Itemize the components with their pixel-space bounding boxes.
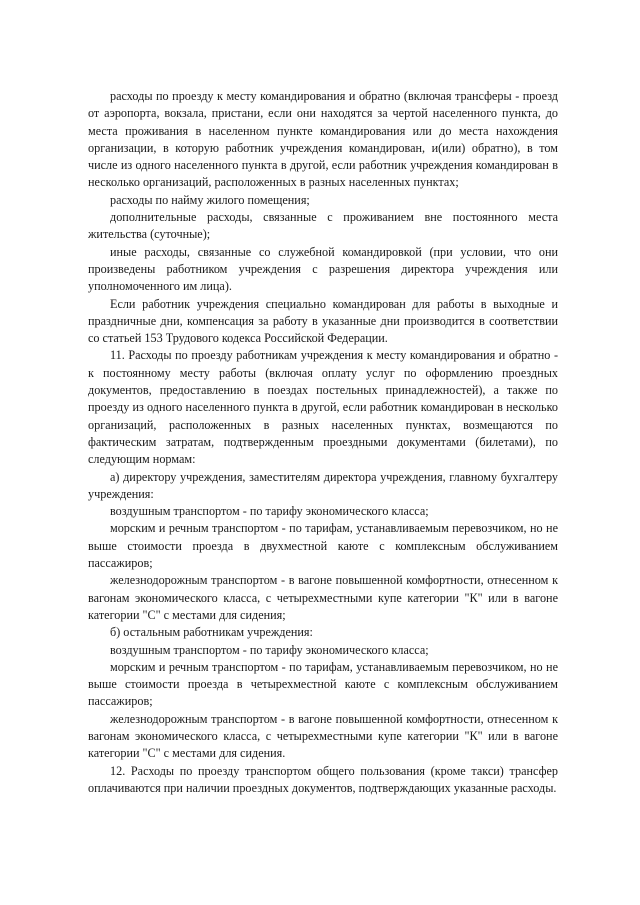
paragraph-travel-expenses: расходы по проезду к месту командирования и обратно (включая трансферы - проезд от аэропорта, вокзала, пристани, если они находятся за чертой населенного пункта, до места проживания в населенном пункте командирования или до места нахождения организации, в которую работник учреждения командирован, и(или) обратно), в том числе из одного населенного пункта в другой, если работник учреждения командирован в несколько организаций, расположенных в разных населенных пунктах;	[88, 89, 558, 190]
paragraph-weekend-compensation: Если работник учреждения специально командирован для работы в выходные и праздничные дни, компенсация за работу в указанные дни производится в соответствии со статьей 153 Трудового кодекса Российской Федерации.	[88, 296, 558, 346]
paragraph-11a-air: воздушным транспортом - по тарифу экономического класса;	[110, 504, 429, 519]
paragraph-item-11b: б) остальным работникам учреждения:	[110, 625, 313, 640]
paragraph-11b-rail: железнодорожным транспортом - в вагоне повышенной комфортности, отнесенном к вагонам экономического класса, с четырехместными купе категории "К" или в вагоне категории "С" с местами для сидения.	[88, 711, 558, 761]
paragraph-per-diem: дополнительные расходы, связанные с проживанием вне постоянного места жительства (суточные);	[88, 210, 558, 242]
paragraph-other-expenses: иные расходы, связанные со служебной командировкой (при условии, что они произведены работником учреждения с разрешения директора учреждения или уполномоченного им лица).	[88, 244, 558, 294]
paragraph-item-11a: а) директору учреждения, заместителям директора учреждения, главному бухгалтеру учреждения:	[88, 469, 558, 501]
paragraph-item-12: 12. Расходы по проезду транспортом общего пользования (кроме такси) трансфер оплачиваются при наличии проездных документов, подтверждающих указанные расходы.	[88, 763, 558, 795]
paragraph-11b-air: воздушным транспортом - по тарифу экономического класса;	[110, 642, 429, 657]
document-body	[88, 88, 558, 797]
paragraph-item-11: 11. Расходы по проезду работникам учреждения к месту командирования и обратно - к постоянному месту работы (включая оплату услуг по оформлению проездных документов, предоставлению в поездах постельных принадлежностей), а также по проезду из одного населенного пункта в другой, если работник командирован в несколько организаций, расположенных в разных населенных пунктах, возмещаются по фактическим затратам, подтвержденным проездными документами (билетами), по следующим нормам:	[88, 348, 558, 467]
paragraph-11b-sea: морским и речным транспортом - по тарифам, устанавливаемым перевозчиком, но не выше стоимости проезда в четырехместной каюте с комплексным обслуживанием пассажиров;	[88, 659, 558, 709]
paragraph-11a-sea: морским и речным транспортом - по тарифам, устанавливаемым перевозчиком, но не выше стоимости проезда в двухместной каюте с комплексным обслуживанием пассажиров;	[88, 521, 558, 571]
paragraph-housing-expenses: расходы по найму жилого помещения;	[110, 192, 310, 207]
paragraph-11a-rail: железнодорожным транспортом - в вагоне повышенной комфортности, отнесенном к вагонам экономического класса, с четырехместными купе категории "К" или в вагоне категории "С" с местами для сидения;	[88, 573, 558, 622]
